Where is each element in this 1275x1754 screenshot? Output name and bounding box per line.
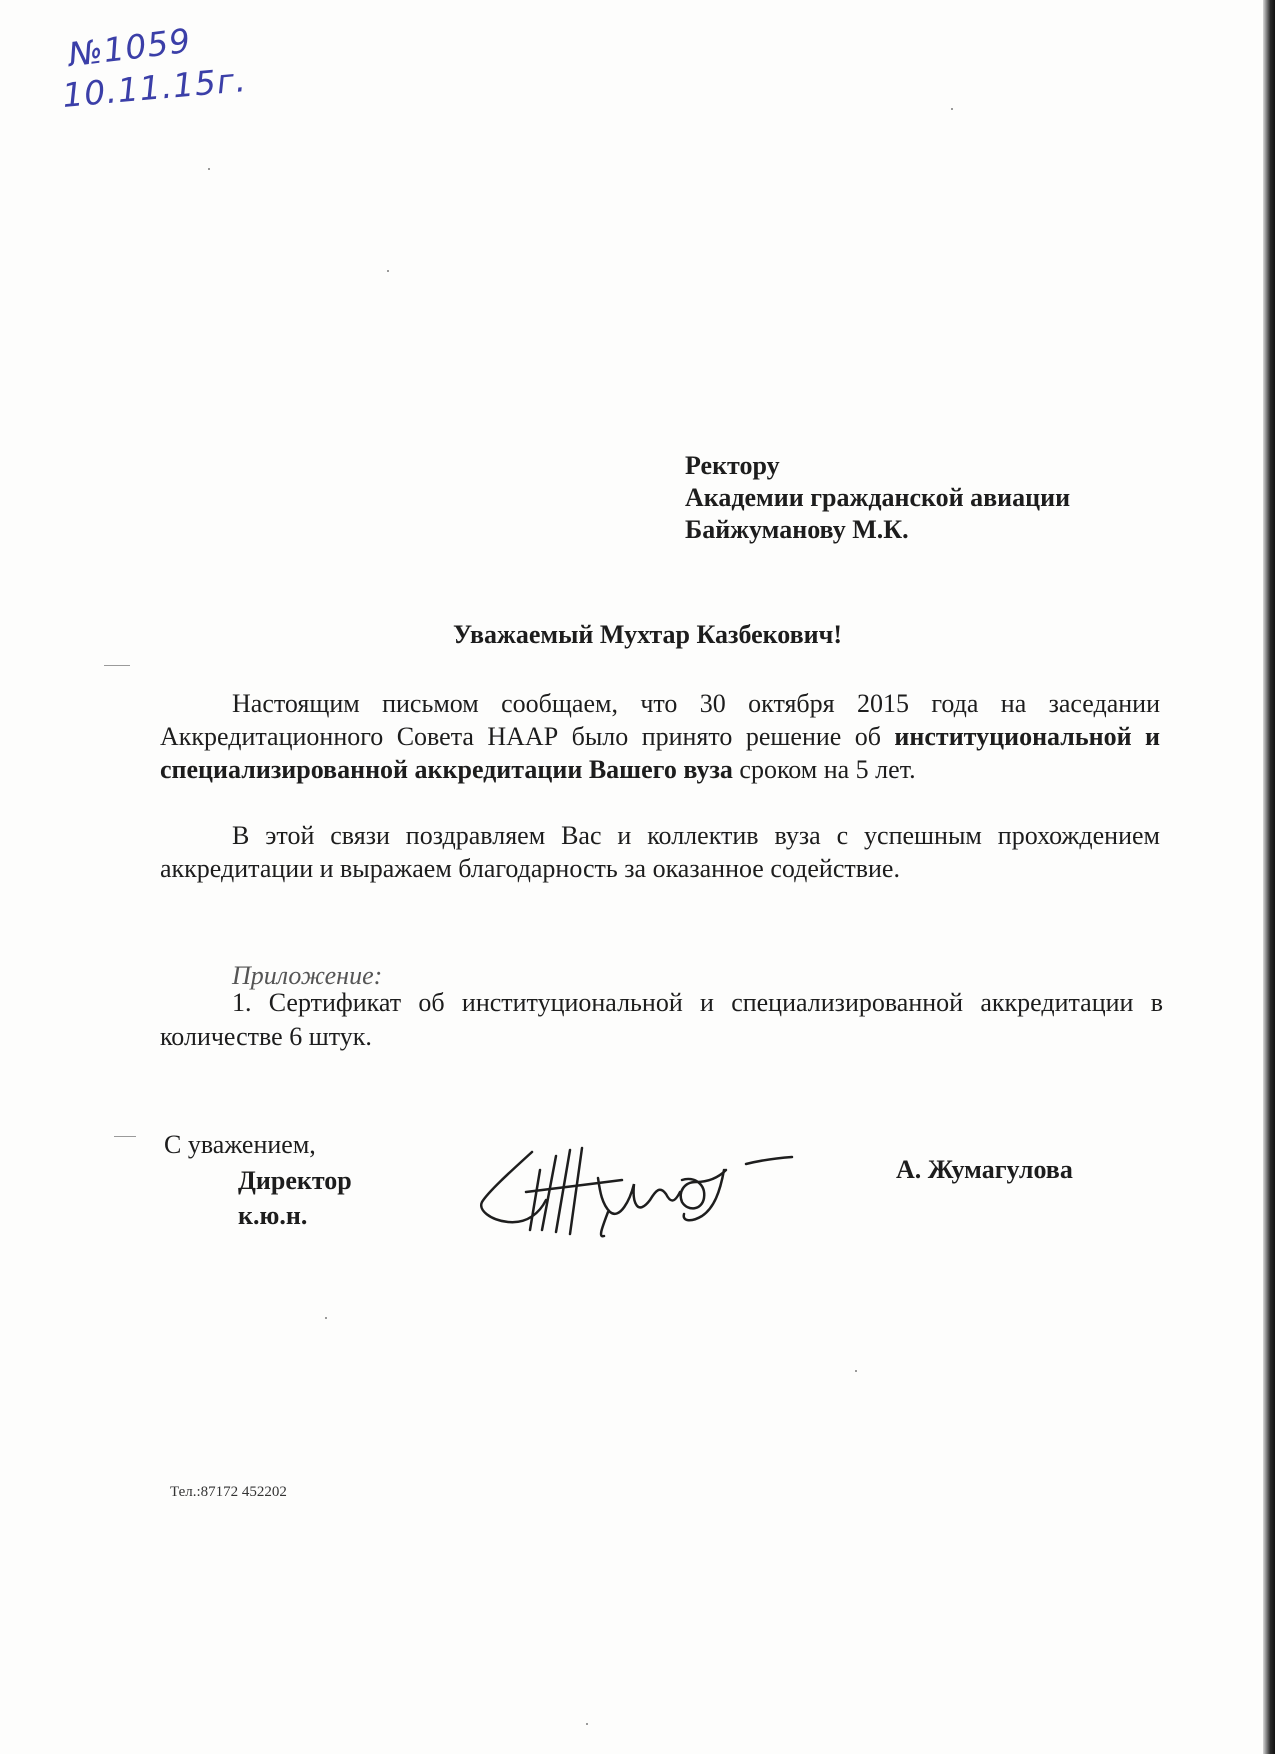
closing: С уважением, xyxy=(164,1130,316,1159)
addressee-title: Ректору xyxy=(685,451,780,480)
paragraph1-end-text: сроком на 5 лет. xyxy=(732,755,916,784)
paragraph-congratulations: В этой связи поздравляем Вас и коллектив вуза с успешным прохождением аккредитации и выражаем благодарность за оказанное содействие. xyxy=(160,821,1160,883)
salutation: Уважаемый Мухтар Казбекович! xyxy=(453,620,842,649)
signatory-position: Директор xyxy=(238,1166,352,1195)
attachment-title: Приложение: xyxy=(232,961,383,990)
paragraph-accreditation xyxy=(160,687,1160,786)
scan-speck xyxy=(325,1317,327,1319)
scan-speck xyxy=(208,168,210,170)
handwritten-signature xyxy=(470,1130,800,1250)
scan-edge xyxy=(1263,0,1275,1754)
registration-date: 10.11.15г. xyxy=(60,60,249,115)
addressee-organization: Академии гражданской авиации xyxy=(685,483,1071,512)
scan-speck xyxy=(586,1723,588,1725)
scan-speck xyxy=(855,1370,857,1372)
scan-mark xyxy=(114,1136,136,1137)
addressee-block xyxy=(685,450,1070,546)
scan-mark xyxy=(104,665,130,666)
registration-note xyxy=(60,20,249,118)
attachment-item: 1. Сертификат об институциональной и специализированной аккредитации в количестве 6 штук. xyxy=(160,988,1163,1051)
scan-speck xyxy=(387,270,389,272)
addressee-name: Байжуманову М.К. xyxy=(685,515,909,544)
paragraph1-bold-text: институциональной и специализированной аккредитации Вашего вуза xyxy=(160,722,1160,784)
signatory-position-block xyxy=(238,1163,352,1233)
signatory-name: А. Жумагулова xyxy=(896,1155,1073,1184)
paragraph1-text: Настоящим письмом сообщаем, что 30 октября 2015 года на заседании Аккредитационного Совета НААР было принято решение об xyxy=(160,689,1160,751)
signatory-degree: к.ю.н. xyxy=(238,1201,308,1230)
phone-number: Тел.:87172 452202 xyxy=(170,1484,287,1500)
scan-speck xyxy=(951,108,953,110)
registration-number: №1059 xyxy=(66,20,194,75)
